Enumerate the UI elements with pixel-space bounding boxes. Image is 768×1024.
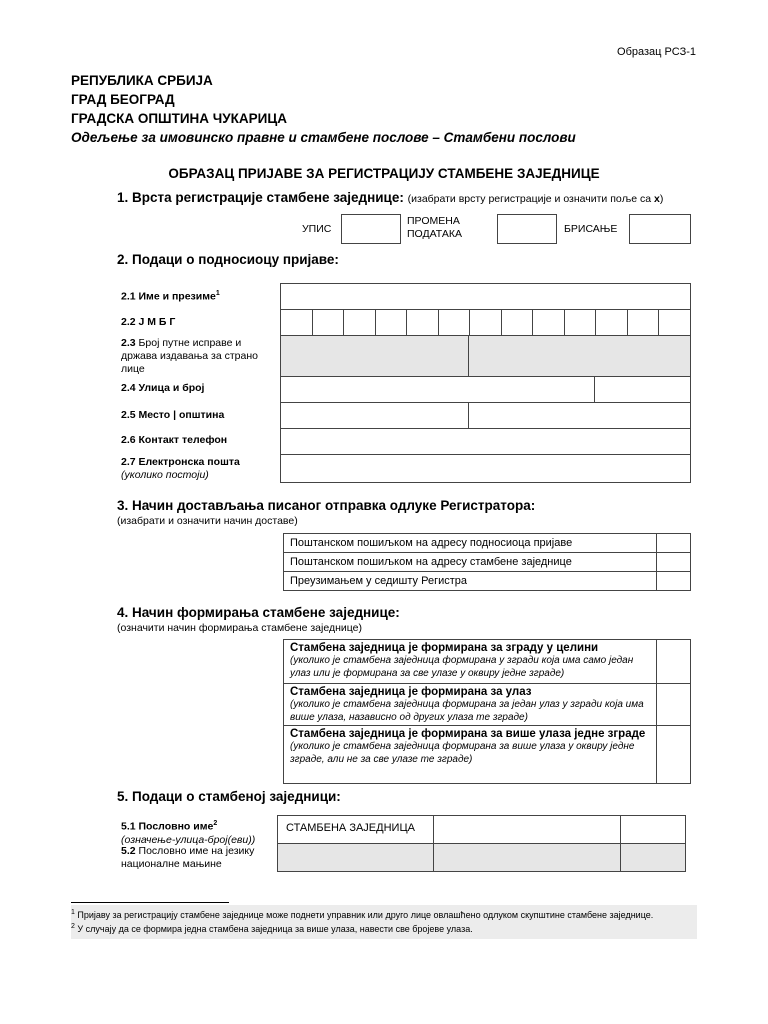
option-brisanje-label: БРИСАЊЕ <box>564 223 618 235</box>
delivery-option-label: Поштанском пошиљком на адресу подносиоца пријаве <box>284 534 657 553</box>
footnote-divider <box>71 902 229 903</box>
email-input[interactable] <box>280 454 691 483</box>
jmbg-digit[interactable] <box>502 310 534 335</box>
jmbg-digit[interactable] <box>344 310 376 335</box>
street-input[interactable] <box>280 376 595 403</box>
delivery-option-label: Преузимањем у седишту Регистра <box>284 572 657 591</box>
field-email-label: 2.7 Електронска пошта (уколико постоји) <box>121 456 240 481</box>
formation-option: Стамбена заједница је формирана за више улаза једне зграде (уколико је стамбена заједница формирана за више улаза у оквиру једне зграде, али не за све улазе те зграде) <box>284 726 657 784</box>
document-title: ОБРАЗАЦ ПРИЈАВЕ ЗА РЕГИСТРАЦИЈУ СТАМБЕНЕ ЗАЈЕДНИЦЕ <box>168 166 600 181</box>
section3-heading: 3. Начин достављања писаног отправка одлуке Регистратора: <box>117 498 536 513</box>
passport-number-input[interactable] <box>280 335 469 377</box>
field-jmbg-label: 2.2 Ј М Б Г <box>121 316 176 328</box>
business-name-label: 5.1 Пословно име$^2$ (означење-улица-број(еви)) <box>121 820 256 846</box>
delivery-options-table <box>283 533 691 591</box>
section3-subtitle: (изабрати и означити начин доставе) <box>117 515 298 527</box>
name-input[interactable] <box>280 283 691 310</box>
section1-note: (изабрати врсту регистрације и означити поље са x) <box>407 193 664 205</box>
field-phone-label: 2.6 Контакт телефон <box>121 434 228 446</box>
section5-heading: 5. Подаци о стамбеној заједници: <box>117 789 341 804</box>
delivery-option-label: Поштанском пошиљком на адресу стамбене заједнице <box>284 553 657 572</box>
delivery-option-checkbox[interactable] <box>657 534 691 553</box>
formation-option: Стамбена заједница је формирана за улаз (уколико је стамбена заједница формирана за један улаз у згради која има више улаза, назависно од других улаза те зграде) <box>284 684 657 726</box>
formation-options-table <box>283 639 691 784</box>
jmbg-digit[interactable] <box>596 310 628 335</box>
passport-country-input[interactable] <box>468 335 691 377</box>
table-row <box>284 534 691 553</box>
business-name-street-input[interactable] <box>433 815 621 844</box>
section1-heading: 1. Врста регистрације стамбене заједнице: (изабрати врсту регистрације и означити поље са x) <box>117 190 664 205</box>
jmbg-input[interactable] <box>280 309 691 336</box>
delivery-option-checkbox[interactable] <box>657 572 691 591</box>
table-row <box>284 640 691 684</box>
minority-name-input-3[interactable] <box>620 843 686 872</box>
option-promena-label: ПРОМЕНА ПОДАТАКА <box>407 215 462 240</box>
header-city: ГРАД БЕОГРАД <box>71 92 175 107</box>
option-upis-label: УПИС <box>302 223 332 235</box>
jmbg-digit[interactable] <box>533 310 565 335</box>
formation-option-checkbox[interactable] <box>657 684 691 726</box>
jmbg-digit[interactable] <box>407 310 439 335</box>
phone-input[interactable] <box>280 428 691 455</box>
formation-option: Стамбена заједница је формирана за зграду у целини (уколико је стамбена заједница формирана у згради која има само један улаз или је формирана за све улазе у оквиру једне зграде) <box>284 640 657 684</box>
footnote-1: $^1$ Пријаву за регистрацију стамбене заједнице може поднети управник или друго лице овлашћено одлуком скупштине стамбене заједнице. <box>71 909 654 920</box>
header-municipality: ГРАДСКА ОПШТИНА ЧУКАРИЦА <box>71 111 287 126</box>
field-street-label: 2.4 Улица и број <box>121 382 205 394</box>
field-place-label: 2.5 Место | општина <box>121 409 225 421</box>
footnotes <box>71 905 697 939</box>
minority-name-input-2[interactable] <box>433 843 621 872</box>
jmbg-digit[interactable] <box>376 310 408 335</box>
section2-heading: 2. Подаци о подносиоцу пријаве: <box>117 252 339 267</box>
form-code: Образац РСЗ-1 <box>617 46 696 58</box>
jmbg-digit[interactable] <box>565 310 597 335</box>
minority-name-label: 5.2 Пословно име на језику националне мањине <box>121 845 255 870</box>
formation-option-checkbox[interactable] <box>657 726 691 784</box>
jmbg-digit[interactable] <box>439 310 471 335</box>
option-promena-checkbox[interactable] <box>497 214 557 244</box>
jmbg-digit[interactable] <box>628 310 660 335</box>
field-name-label: 2.1 Име и презиме$^1$ <box>121 290 220 303</box>
table-row <box>284 572 691 591</box>
option-upis-checkbox[interactable] <box>341 214 401 244</box>
header-department: Одељење за имовинско правне и стамбене послове – Стамбени послови <box>71 130 576 145</box>
municipality-input[interactable] <box>468 402 691 429</box>
business-name-prefix: СТАМБЕНА ЗАЈЕДНИЦА <box>277 815 434 844</box>
business-name-number-input[interactable] <box>620 815 686 844</box>
place-input[interactable] <box>280 402 469 429</box>
field-passport-label: 2.3 Број путне исправе и држава издавања за страно лице <box>121 337 258 375</box>
header-country: РЕПУБЛИКА СРБИЈА <box>71 73 213 88</box>
formation-option-checkbox[interactable] <box>657 640 691 684</box>
jmbg-digit[interactable] <box>659 310 690 335</box>
footnote-2: $^2$ У случају да се формира једна стамбена заједница за више улаза, навести све бројеве улаза. <box>71 923 473 934</box>
street-number-input[interactable] <box>594 376 691 403</box>
jmbg-digit[interactable] <box>470 310 502 335</box>
jmbg-digit[interactable] <box>313 310 345 335</box>
section4-heading: 4. Начин формирања стамбене заједнице: <box>117 605 400 620</box>
jmbg-digit[interactable] <box>281 310 313 335</box>
table-row <box>284 726 691 784</box>
table-row <box>284 553 691 572</box>
delivery-option-checkbox[interactable] <box>657 553 691 572</box>
section4-subtitle: (означити начин формирања стамбене заједнице) <box>117 622 362 634</box>
option-brisanje-checkbox[interactable] <box>629 214 691 244</box>
table-row <box>284 684 691 726</box>
minority-name-input-1[interactable] <box>277 843 434 872</box>
